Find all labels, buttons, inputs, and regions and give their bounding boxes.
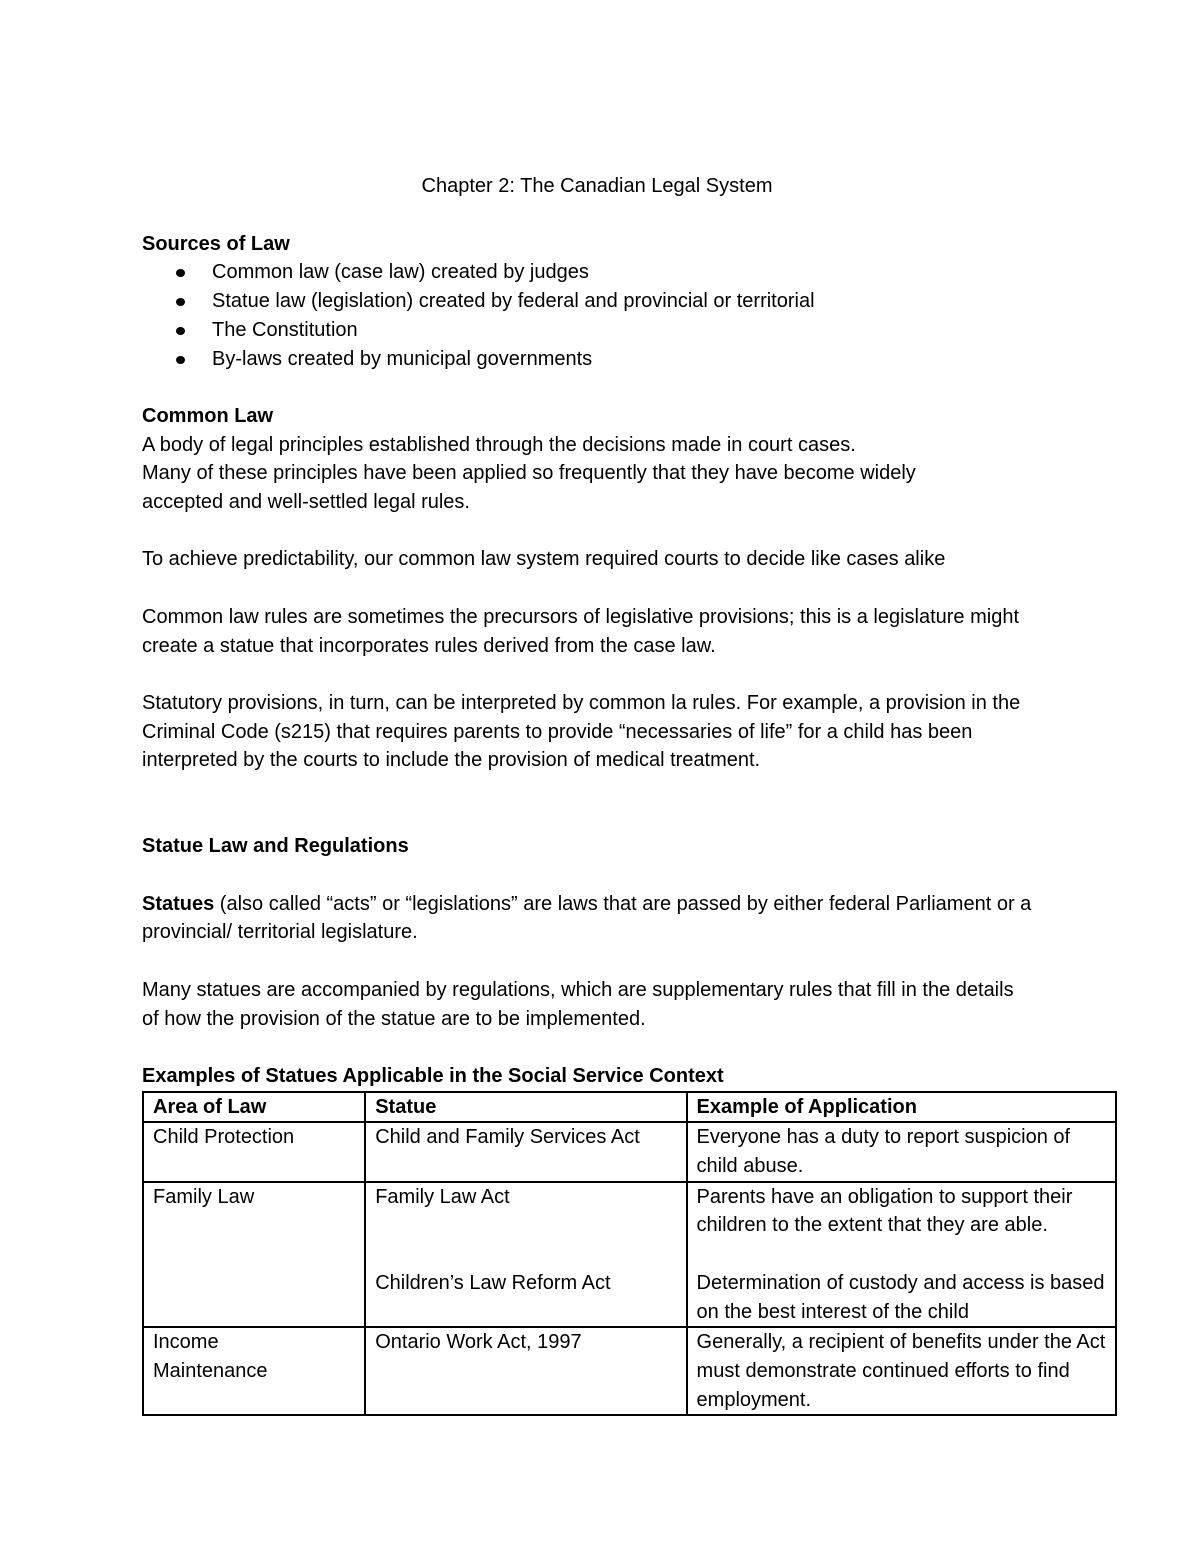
table-caption: Examples of Statues Applicable in the Social Service Context xyxy=(142,1064,724,1087)
common-law-heading: Common Law xyxy=(142,404,274,427)
column-header-statue: Statue xyxy=(365,1092,686,1123)
example-custody-access: Determination of custody and access is based on the best interest of the child xyxy=(696,1271,1105,1323)
example-support-obligation: Parents have an obligation to support their children to the extent that they are able. xyxy=(696,1185,1073,1237)
cell-statue: Ontario Work Act, 1997 xyxy=(365,1327,686,1415)
predictability-paragraph: To achieve predictability, our common law system required courts to decide like cases alike xyxy=(142,548,946,571)
precursors-paragraph: Common law rules are sometimes the precursors of legislative provisions; this is a legislature might create a statue that incorporates rules derived from the case law. xyxy=(142,605,1020,657)
bullet-icon xyxy=(176,269,185,277)
common-law-principles: Many of these principles have been applied so frequently that they have become widely accepted and well-settled legal rules. xyxy=(142,462,916,514)
table-row xyxy=(143,1122,1116,1181)
sources-heading: Sources of Law xyxy=(142,232,290,255)
bullet-icon xyxy=(176,356,185,364)
common-law-definition: A body of legal principles established through the decisions made in court cases. xyxy=(142,433,856,456)
cell-area: Family Law xyxy=(143,1182,365,1328)
cell-area: Child Protection xyxy=(143,1122,365,1181)
cell-area: Income Maintenance xyxy=(143,1327,365,1415)
sources-list xyxy=(142,258,1117,373)
list-item: Statue law (legislation) created by federal and provincial or territorial xyxy=(142,287,1117,316)
statues-definition: Statues (also called “acts” or “legislations” are laws that are passed by either federal Parliament or a provincial/ territorial legislature. xyxy=(142,892,1032,944)
regulations-paragraph: Many statues are accompanied by regulations, which are supplementary rules that fill in the details of how the provision of the statue are to be implemented. xyxy=(142,978,1014,1030)
statue-family-law-act: Family Law Act xyxy=(375,1185,510,1208)
list-item: Common law (case law) created by judges xyxy=(142,258,1117,287)
table-row xyxy=(143,1327,1116,1415)
table-row xyxy=(143,1182,1116,1328)
cell-example: Generally, a recipient of benefits under the Act must demonstrate continued efforts to find employment. xyxy=(687,1327,1116,1415)
statutory-provisions-paragraph: Statutory provisions, in turn, can be interpreted by common la rules. For example, a provision in the Criminal Code (s215) that requires parents to provide “necessaries of life” for a child has been interpreted by the courts to include the provision of medical treatment. xyxy=(142,691,1021,772)
column-header-area: Area of Law xyxy=(143,1092,365,1123)
bullet-icon xyxy=(176,298,185,306)
cell-statue xyxy=(365,1182,686,1328)
cell-example: Everyone has a duty to report suspicion of child abuse. xyxy=(687,1122,1116,1181)
table-header-row xyxy=(143,1092,1116,1123)
document-page xyxy=(142,172,1117,1416)
statutes-table xyxy=(142,1091,1117,1417)
list-item: The Constitution xyxy=(142,316,1117,345)
list-item: By-laws created by municipal governments xyxy=(142,345,1117,374)
column-header-example: Example of Application xyxy=(687,1092,1116,1123)
bullet-icon xyxy=(176,327,185,335)
page-title: Chapter 2: The Canadian Legal System xyxy=(421,175,773,197)
cell-statue: Child and Family Services Act xyxy=(365,1122,686,1181)
statue-childrens-law-reform-act: Children’s Law Reform Act xyxy=(375,1271,611,1294)
cell-example xyxy=(687,1182,1116,1328)
statue-law-heading: Statue Law and Regulations xyxy=(142,835,409,858)
statues-term: Statues xyxy=(142,892,215,915)
